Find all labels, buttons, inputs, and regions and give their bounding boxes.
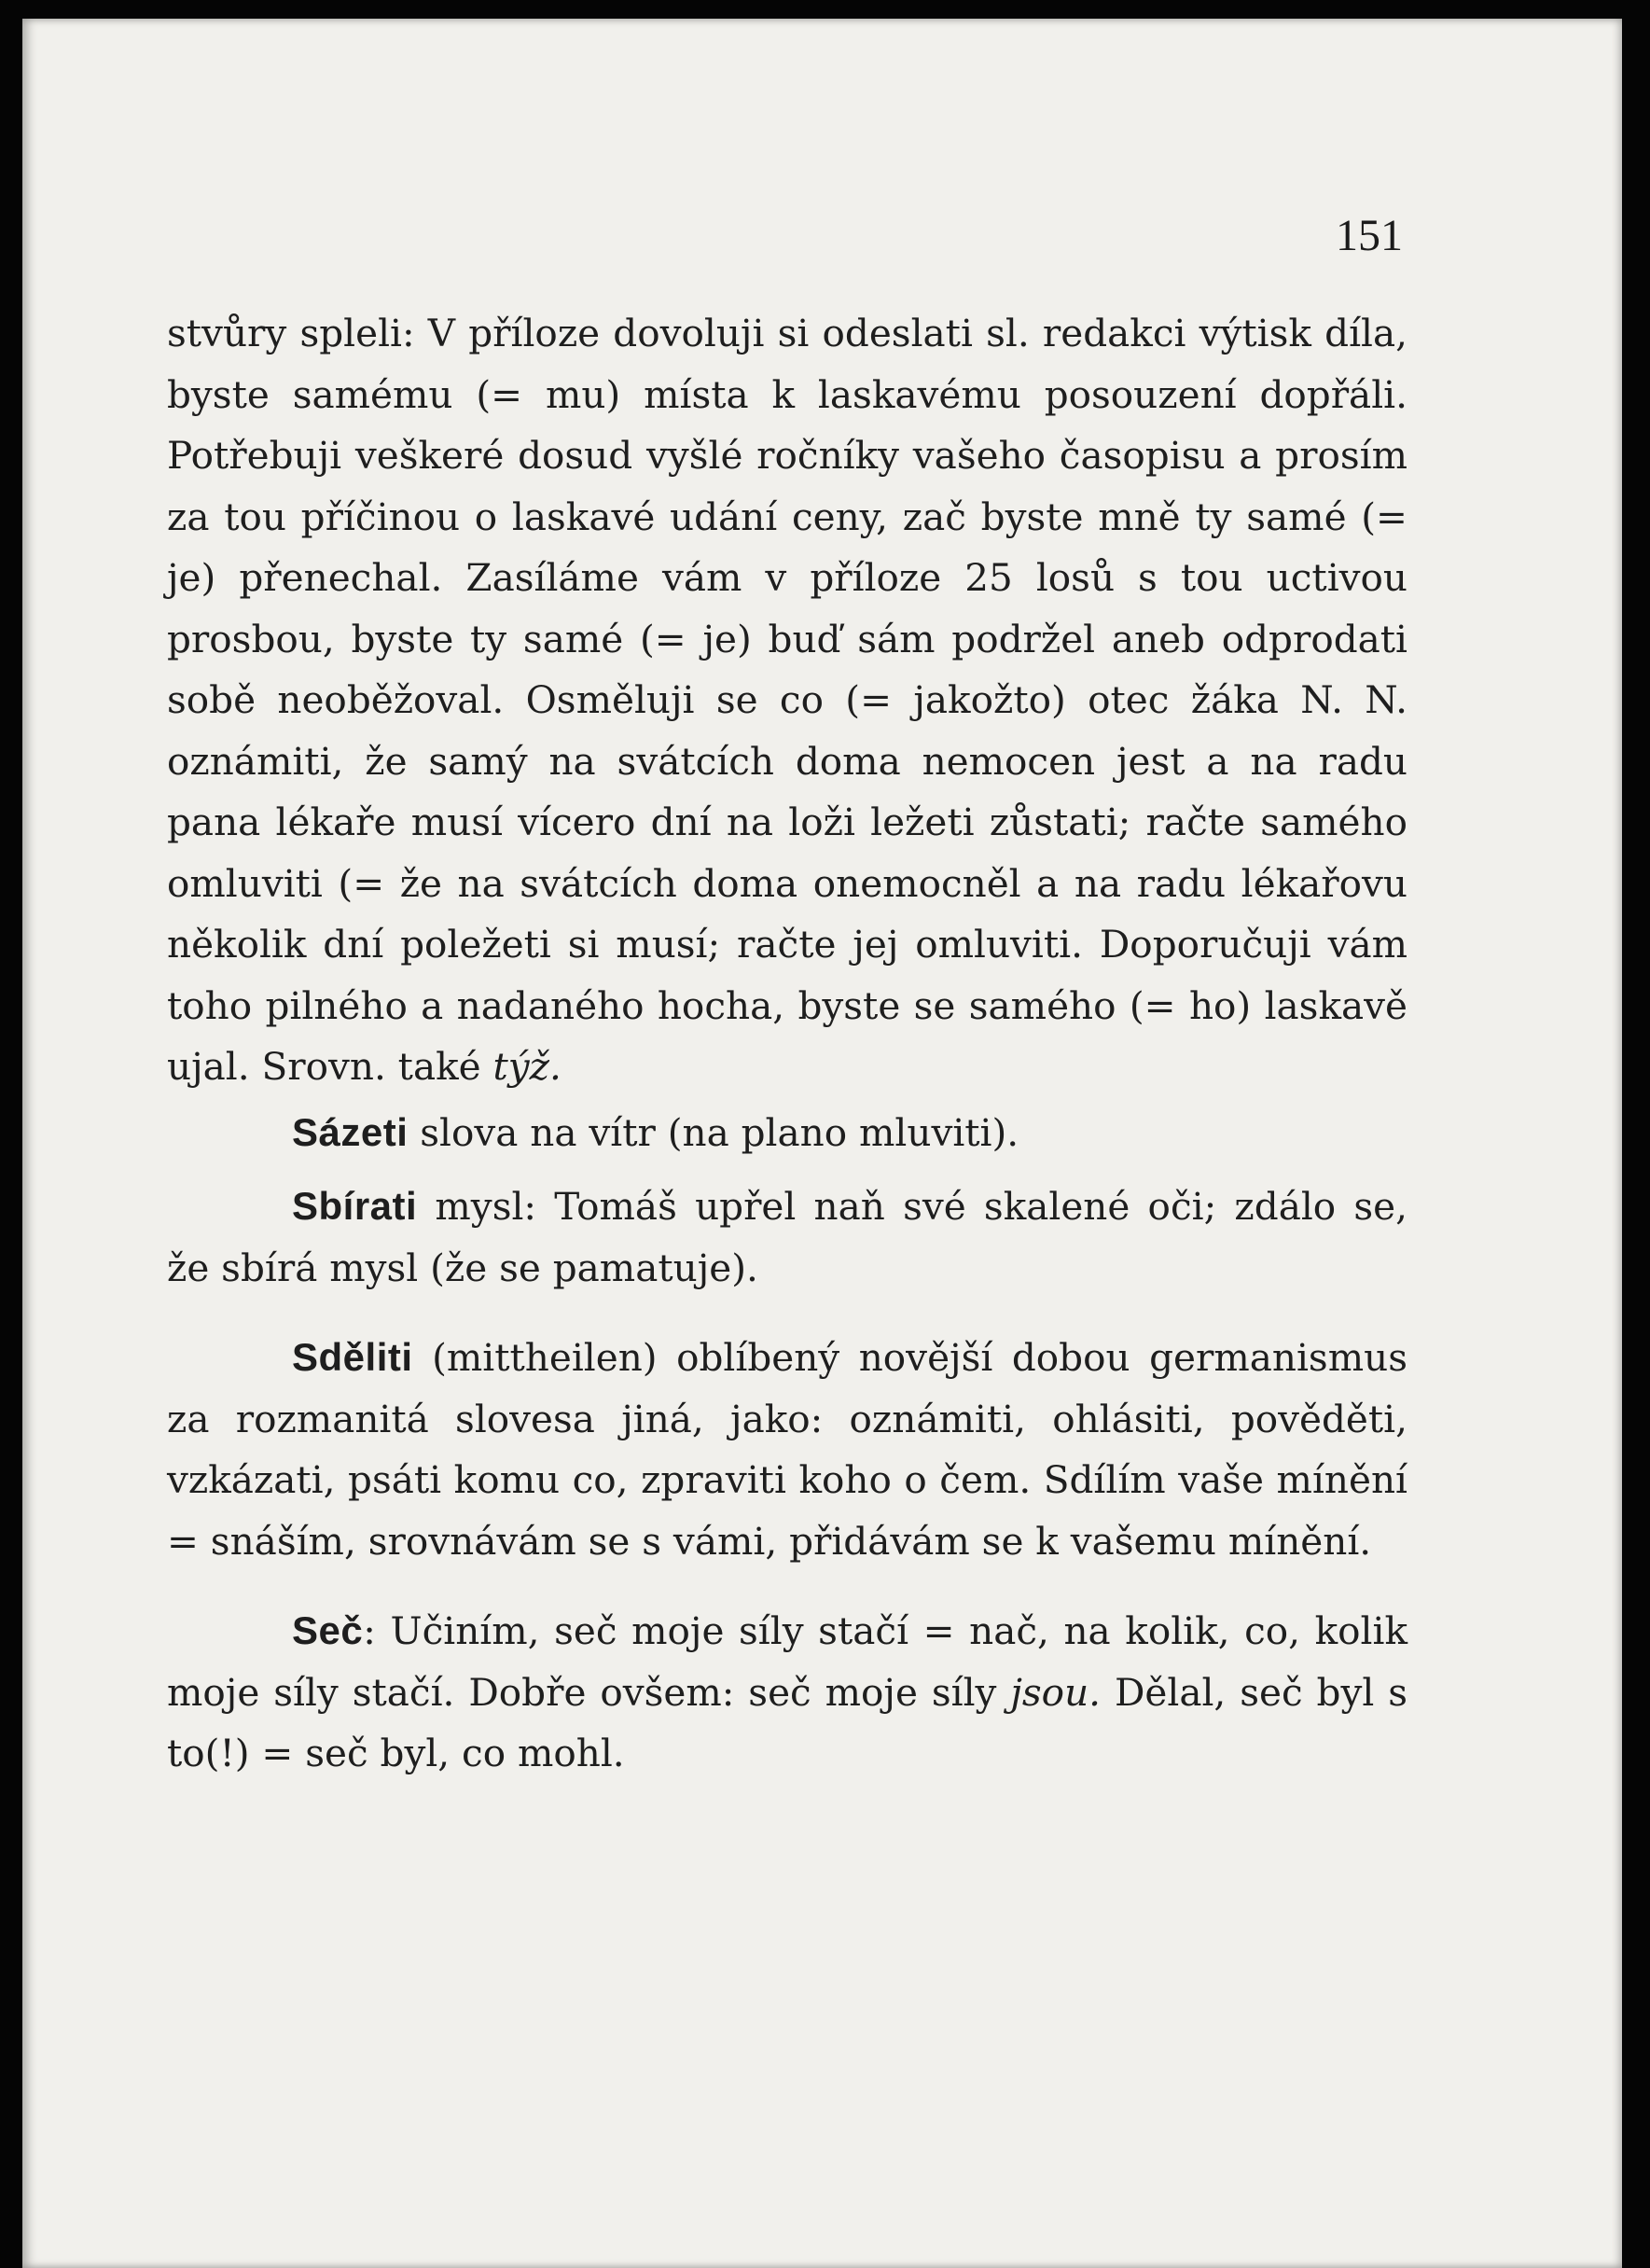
continued-paragraph-text: stvůry spleli: V příloze dovoluji si odeslati sl. redakci výtisk díla, byste samému (= mu) místa k laskavému posouzení dopřáli. Potřebuji veškeré dosud vyšlé ročníky vašeho časopisu a prosím za tou příčinou o laskavé udání ceny, zač byste mně ty samé (= je) přenechal. Zasíláme vám v příloze 25 losů s tou uctivou prosbou, byste ty samé (= je) buď sám podržel aneb odprodati sobě neoběžoval. Osměluji se co (= jakožto) otec žáka N. N. oznámiti, že samý na svátcích doma nemocen jest a na radu pana lékaře musí vícero dní na loži ležeti zůstati; račte samého omluviti (= že na svátcích doma onemocněl a na radu lékařovu několik dní poležeti si musí; račte jej omluviti. Doporučuji vám toho pilného a nadaného hocha, byste se samého (= ho) laskavě ujal. Srovn. také — [167, 311, 1407, 1089]
page-number: 151 — [1336, 211, 1403, 260]
scan-border-right — [1622, 0, 1650, 2268]
headword-sec: Seč — [292, 1608, 364, 1652]
entry-text-sdeliti: (mittheilen) oblíbený novější dobou germanismus za rozmanitá slovesa jiná, jako: oznámiti, ohlásiti, pověděti, vzkázati, psáti komu co, zpraviti koho o čem. Sdílím vaše mínění = snáším, srovnávám se s vámi, přidávám se k vašemu mínění. — [167, 1335, 1407, 1564]
dictionary-entry-sdeliti — [167, 1327, 1407, 1572]
entry-text-sazeti: slova na vítr (na plano mluviti). — [408, 1109, 1019, 1155]
page-text — [167, 303, 1407, 1785]
continued-paragraph — [167, 303, 1407, 1098]
headword-sbirati: Sbírati — [292, 1184, 418, 1228]
entry-text-sec-b: Dělal, seč byl s to(!) = seč byl, co mohl. — [167, 1669, 1407, 1775]
dictionary-entry-sbirati — [167, 1176, 1407, 1299]
entry-text-sbirati: mysl: Tomáš upřel naň své skalené oči; zdálo se, že sbírá mysl (že se pamatuje). — [167, 1184, 1407, 1290]
scan-border-top — [0, 0, 1650, 19]
headword-sdeliti: Sděliti — [292, 1335, 413, 1379]
book-page — [22, 19, 1622, 2268]
entry-text-sec-a: : Učiním, seč moje síly stačí = nač, na kolik, co, kolik moje síly stačí. Dobře ovšem: seč moje síly — [167, 1608, 1407, 1715]
headword-sazeti: Sázeti — [292, 1109, 409, 1154]
dictionary-entry-sec — [167, 1600, 1407, 1785]
scan-border-left — [0, 0, 22, 2268]
dictionary-entry-sazeti — [167, 1102, 1407, 1164]
continued-paragraph-italic: týž. — [492, 1044, 562, 1089]
entry-text-sec-italic: jsou. — [1010, 1669, 1102, 1715]
